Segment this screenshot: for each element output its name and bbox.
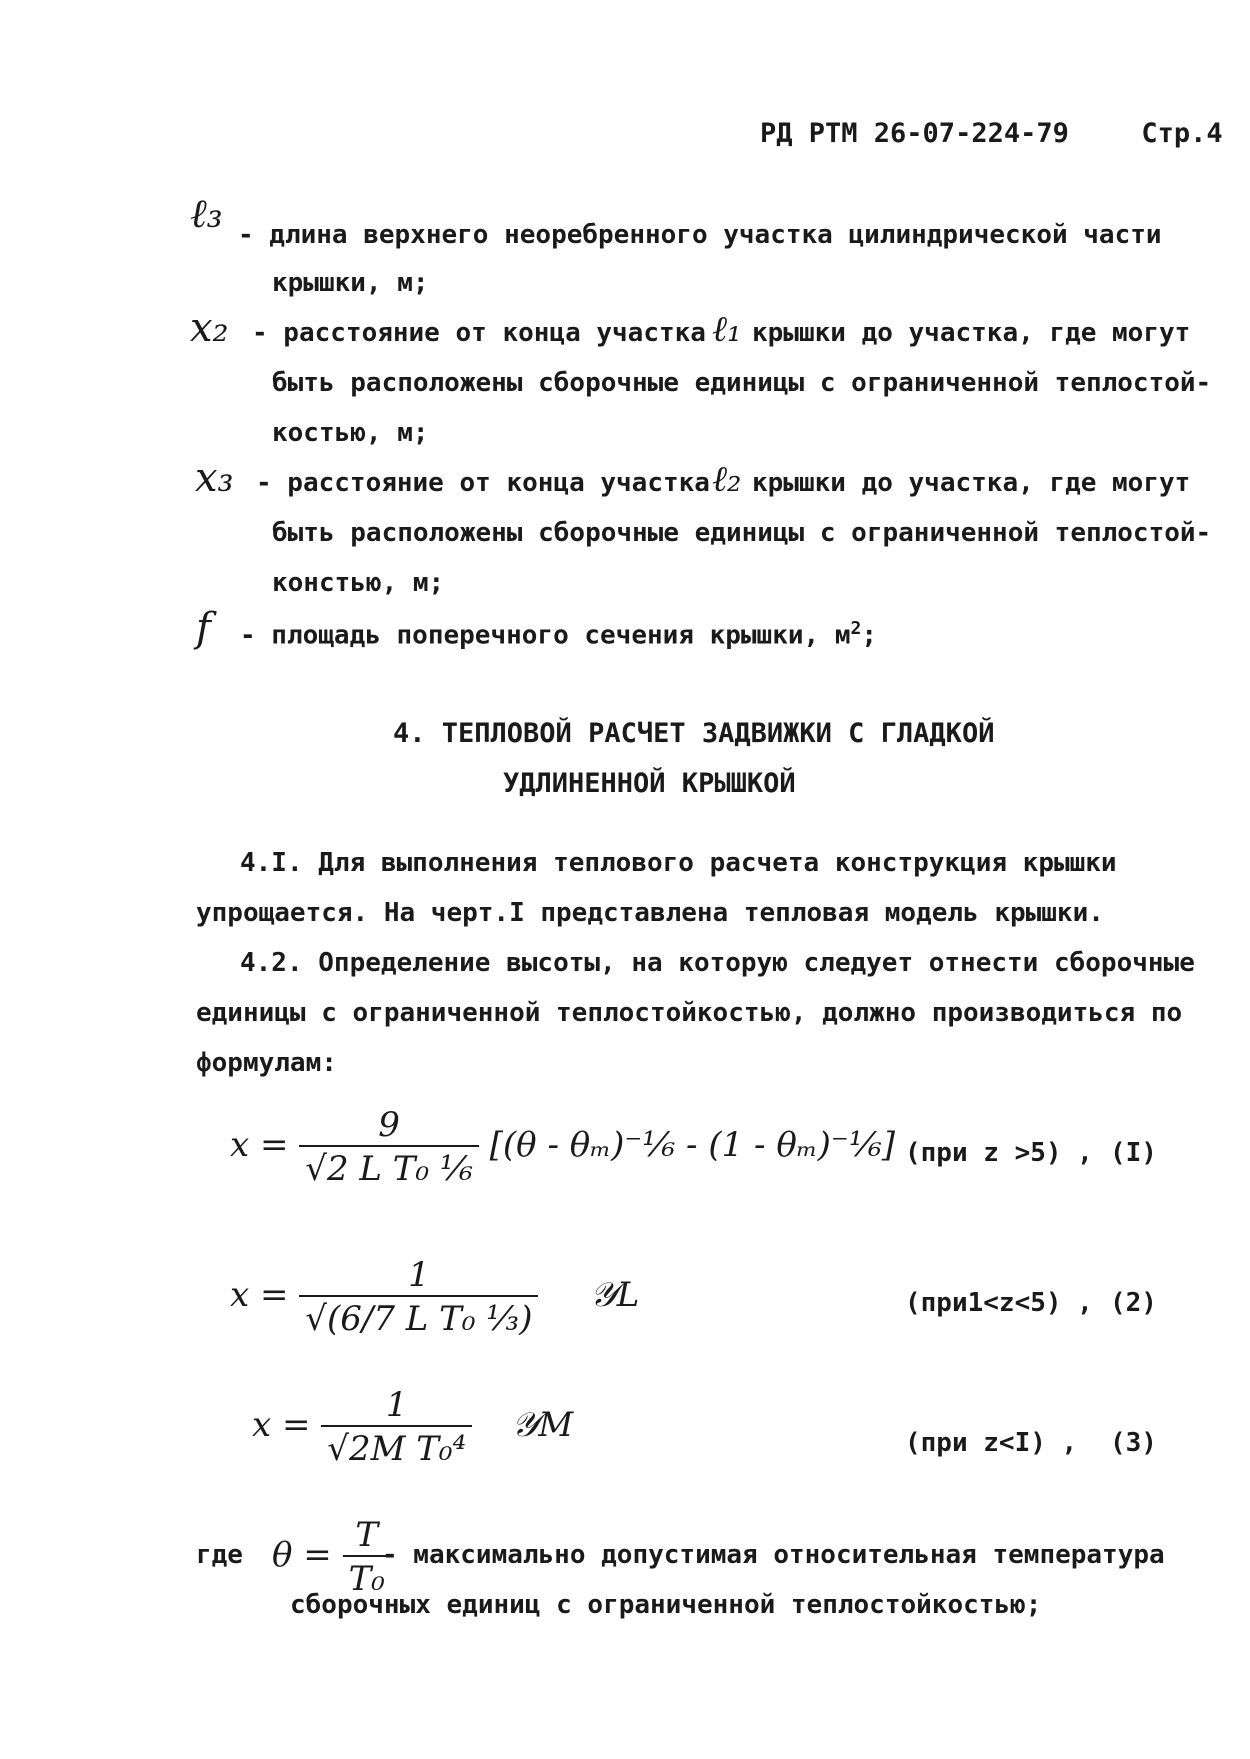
formula-3-denominator: √2M T₀⁴ xyxy=(321,1425,472,1469)
formula-3-lhs: x = xyxy=(252,1405,311,1445)
theta-lhs: θ = xyxy=(272,1535,332,1575)
where-word: где xyxy=(196,1540,243,1570)
paragraph-4-2-line3: формулам: xyxy=(196,1048,337,1078)
paragraph-4-1-line2: упрощается. На черт.I представлена тепловая модель крышки. xyxy=(196,898,1104,928)
formula-1 xyxy=(230,1105,895,1189)
definition-f-line xyxy=(240,618,877,651)
ref-symbol-l1: ℓ₁ xyxy=(712,309,742,350)
formula-2-number: (2) xyxy=(1110,1288,1157,1318)
ref-symbol-l2: ℓ₂ xyxy=(712,459,742,500)
section-title-line1: 4. ТЕПЛОВОЙ РАСЧЕТ ЗАДВИЖКИ С ГЛАДКОЙ xyxy=(393,718,995,749)
definition-x2-line3: костью, м; xyxy=(272,418,429,448)
definition-x2-line2: быть расположены сборочные единицы с ограниченной теплостой- xyxy=(272,368,1212,398)
formula-3-y: 𝒴M xyxy=(511,1405,574,1445)
formula-1-numerator: 9 xyxy=(378,1105,400,1145)
paragraph-4-2-line2: единицы с ограниченной теплостойкостью, должно производиться по xyxy=(196,998,1183,1028)
where-line1: - максимально допустимая относительная температура xyxy=(382,1540,1165,1570)
symbol-l3: ℓ₃ xyxy=(190,191,223,237)
definition-l3-line2: крышки, м; xyxy=(272,268,429,298)
formula-1-fraction xyxy=(299,1105,479,1189)
paragraph-4-2-line1: 4.2. Определение высоты, на которую следует отнести сборочные xyxy=(240,948,1195,978)
symbol-x2: x₂ xyxy=(190,305,229,351)
definition-l3-line1: - длина верхнего неоребренного участка цилиндрической части xyxy=(238,220,1162,250)
symbol-f: f xyxy=(196,605,211,651)
symbol-x3: x₃ xyxy=(195,455,234,501)
definition-f-text: - площадь поперечного сечения крышки, м xyxy=(240,620,851,651)
formula-2-numerator: 1 xyxy=(408,1255,430,1295)
theta-definition xyxy=(272,1515,391,1599)
doc-code: РД РТМ 26-07-224-79 xyxy=(760,118,1069,149)
formula-2-fraction xyxy=(299,1255,538,1339)
section-title-line2: УДЛИНЕННОЙ КРЫШКОЙ xyxy=(503,768,796,799)
page-number: Стр.4 xyxy=(1141,118,1223,149)
page-header xyxy=(760,118,1223,149)
paragraph-4-1-line1: 4.I. Для выполнения теплового расчета конструкция крышки xyxy=(240,848,1117,878)
definition-x3-line1a: - расстояние от конца участка xyxy=(256,468,710,498)
definition-x3-line2: быть расположены сборочные единицы с ограниченной теплостой- xyxy=(272,518,1212,548)
formula-2-condition: (при1<z<5) , xyxy=(905,1288,1093,1318)
formula-3-fraction xyxy=(321,1385,472,1469)
formula-2 xyxy=(230,1255,639,1339)
formula-3-condition: (при z<I) , xyxy=(905,1428,1078,1458)
formula-1-condition: (при z >5) , xyxy=(905,1138,1093,1168)
theta-numerator: T xyxy=(355,1515,379,1555)
definition-x2-line1b: крышки до участка, где могут xyxy=(752,318,1191,348)
formula-1-denominator: √2 L T₀ ¹⁄₆ xyxy=(299,1145,479,1189)
definition-x2-line1a: - расстояние от конца участка xyxy=(252,318,706,348)
theta-denominator: T₀ xyxy=(343,1555,391,1599)
formula-1-bracket: [(θ - θₘ)⁻¹⁄₆ - (1 - θₘ)⁻¹⁄₆] xyxy=(489,1125,896,1165)
where-line2: сборочных единиц с ограниченной теплостойкостью; xyxy=(290,1590,1042,1620)
definition-f-end: ; xyxy=(861,620,877,651)
formula-2-y: 𝒴L xyxy=(590,1275,640,1315)
formula-2-lhs: x = xyxy=(230,1275,289,1315)
definition-x3-line1b: крышки до участка, где могут xyxy=(752,468,1191,498)
formula-1-number: (I) xyxy=(1110,1138,1157,1168)
formula-3 xyxy=(252,1385,573,1469)
definition-x3-line3: констью, м; xyxy=(272,568,445,598)
formula-1-lhs: x = xyxy=(230,1125,289,1165)
formula-2-denominator: √(6/7 L T₀ ¹⁄₃) xyxy=(299,1295,538,1339)
definition-f-exponent: 2 xyxy=(850,618,862,639)
formula-3-number: (3) xyxy=(1110,1428,1157,1458)
formula-3-numerator: 1 xyxy=(385,1385,408,1425)
